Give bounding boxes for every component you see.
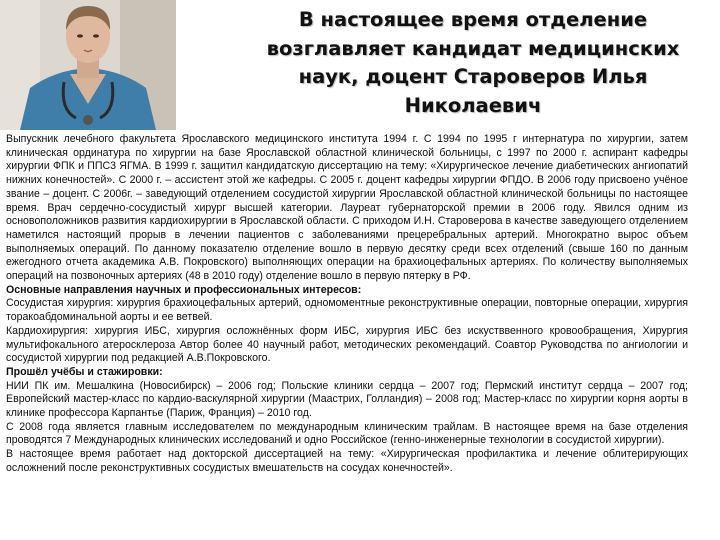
page-title: В настоящее время отделение возглавляет кандидат медицинских наук, доцент Староверов Илья Николаевич bbox=[266, 8, 680, 117]
doctor-portrait-drawing bbox=[0, 0, 176, 130]
biography-text bbox=[6, 133, 688, 476]
paragraph-dissertation: В настоящее время работает над докторской диссертацией на тему: «Хирургическая профилактика и лечение облитерирующих осложнений после реконструктивных сосудистых вмешательств на сосудах конечностей». bbox=[6, 448, 688, 474]
doctor-portrait bbox=[0, 0, 176, 130]
paragraph-cardiac-surgery: Кардиохирургия: хирургия ИБС, хирургия осложнённых форм ИБС, хирургия ИБС без искустввенного кровообращения, Хирургия мультифокального атеросклероза Автор более 40 научный работ, методических рекомендаций. Соавтор Руководства по ангиологии и сосудистой хирургии под редакцией А.В.Покровского. bbox=[6, 324, 688, 365]
paragraph-vascular-surgery: Сосудистая хирургия: хирургия брахиоцефальных артерий, одномоментные реконструктивные операции, повторные операции, хирургия торакоабдоминальной аорты и ее ветвей. bbox=[6, 297, 688, 324]
heading-interests: Основные направления научных и профессиональных интересов: bbox=[6, 283, 362, 296]
heading-training: Прошёл учёбы и стажировки: bbox=[6, 365, 163, 378]
paragraph-education: Выпускник лечебного факультета Ярославского медицинского института 1994 г. С 1994 по 1995 г интернатура по хирургии, затем клиническая ординатура по хирургии на базе Ярославской областной клинической больницы, с 1997 по 2000 г. аспирант кафедры хирургии ФПК и ППС3 ЯГМА. В 1999 г. защитил кандидатскую диссертацию на тему: «Хирургическое лечение диабетических ангиопатий нижних конечностей». С 2000 г. – ассистент этой же кафедры. С 2005 г. доцент кафедры хирургии ФПДО. В 2006 году присвоено учёное звание – доцент. С 2006г. – заведующий отделением сосудистой хирургии Ярославской областной клинической больницы по настоящее время. Врач сердечно-сосудистый хирург высшей категории. Лауреат губернаторской премии в 2006 году. Явился одним из основоположников развития кардиохирургии в Ярославской области. С приходом И.Н. Староверова в качестве заведующего отделением наметился настоящий прорыв в лечении пациентов с заболеваниями прецеребральных артерий. Многократно вырос объем выполняемых операций. По данному показателю отделение вошло в первую десятку среди всех отделений (свыше 160 по данным ежегодного отчета академика А.В. Покровского) выполняющих операции на брахиоцефальных артериях. По количеству выполняемых операций на позвоночных артериях (48 в 2010 году) отделение вошло в первую пятерку в РФ. bbox=[6, 133, 688, 283]
paragraph-clinical-trials: С 2008 года является главным исследователем по международным клиническим трайлам. В настоящее время на базе отделения проводятся 7 Международных клинических исследований и одно Российское (генно-инженерные технологии в сосудистой хирургии). bbox=[6, 420, 688, 447]
paragraph-training: НИИ ПК им. Мешалкина (Новосибирск) – 2006 год; Польские клиники сердца – 2007 год; Пермский институт сердца – 2007 год; Европейский мастер-класс по кардио-васкулярной хирургии (Маастрих, Голландия) – 2008 год; Мастер-класс по хирургии корня аорты в клинике профессора Карпантье (Париж, Франция) – 2010 год. bbox=[6, 379, 688, 420]
